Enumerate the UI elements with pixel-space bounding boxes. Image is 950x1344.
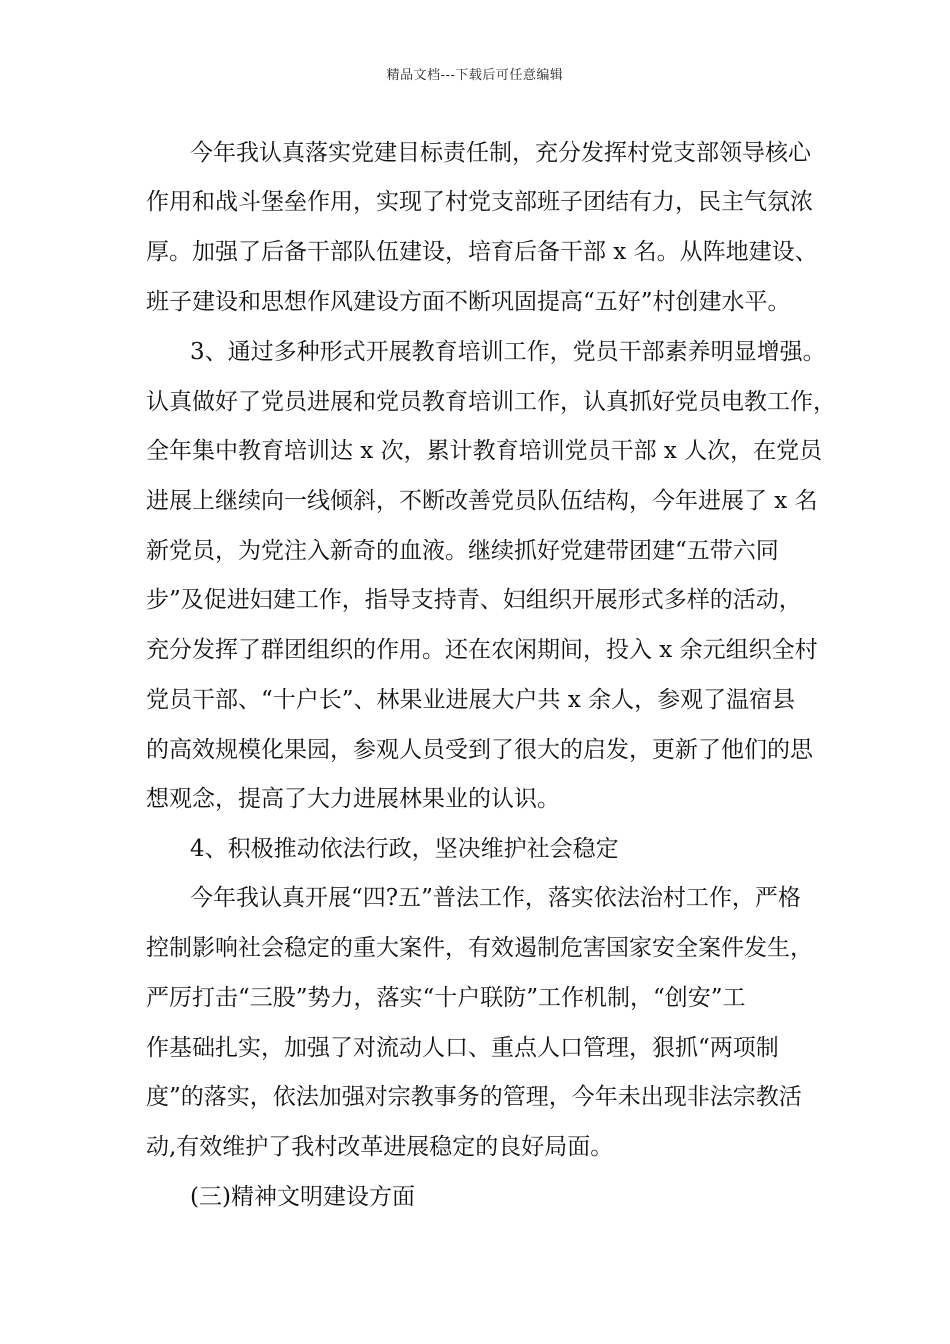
paragraph-line: 班子建设和思想作风建设方面不断巩固提高“五好”村创建水平。: [146, 289, 791, 315]
paragraph-line: 厚。加强了后备干部队伍建设，培育后备干部 x 名。从阵地建设、: [146, 239, 818, 265]
paragraph-line: 今年我认真落实党建目标责任制，充分发挥村党支部领导核心: [190, 140, 811, 166]
paragraph-line: 今年我认真开展“四?五”普法工作，落实依法治村工作，严格: [190, 885, 801, 911]
page-header: 精品文档---下载后可任意编辑: [386, 68, 564, 83]
paragraph-line: 进展上继续向一线倾斜，不断改善党员队伍结构，今年进展了 x 名: [146, 488, 818, 514]
paragraph-line: 严厉打击“三股”势力，落实“十户联防”工作机制，“创安”工: [146, 985, 746, 1011]
paragraph-line: 党员干部、“十户长”、林果业进展大户共 x 余人，参观了温宿县: [146, 687, 796, 713]
paragraph-line: 4、积极推动依法行政，坚决维护社会稳定: [190, 836, 619, 862]
paragraph-line: 充分发挥了群团组织的作用。还在农闲期间，投入 x 余元组织全村: [146, 637, 818, 663]
paragraph-line: 的高效规模化果园，参观人员受到了很大的启发，更新了他们的思: [146, 737, 813, 763]
paragraph-line: 新党员，为党注入新奇的血液。继续抓好党建带团建“五带六同: [146, 538, 779, 564]
paragraph-line: 全年集中教育培训达 x 次，累计教育培训党员干部 x 人次，在党员: [146, 438, 823, 464]
paragraph-line: 控制影响社会稳定的重大案件，有效遏制危害国家安全案件发生，: [146, 935, 813, 961]
paragraph-line: 3、通过多种形式开展教育培训工作，党员干部素养明显增强。: [190, 339, 826, 365]
paragraph-line: 作基础扎实，加强了对流动人口、重点人口管理，狠抓“两项制: [146, 1035, 779, 1061]
paragraph-line: 度”的落实，依法加强对宗教事务的管理，今年未出现非法宗教活: [146, 1084, 802, 1110]
paragraph-line: 认真做好了党员进展和党员教育培训工作，认真抓好党员电教工作，: [146, 389, 836, 415]
paragraph-line: 想观念，提高了大力进展林果业的认识。: [146, 786, 560, 812]
paragraph-line: 作用和战斗堡垒作用，实现了村党支部班子团结有力，民主气氛浓: [146, 189, 813, 215]
paragraph-line: 动,有效维护了我村改革进展稳定的良好局面。: [146, 1134, 614, 1160]
paragraph-line: 步”及促进妇建工作，指导支持青、妇组织开展形式多样的活动，: [146, 587, 802, 613]
section-heading: (三)精神文明建设方面: [190, 1184, 415, 1210]
